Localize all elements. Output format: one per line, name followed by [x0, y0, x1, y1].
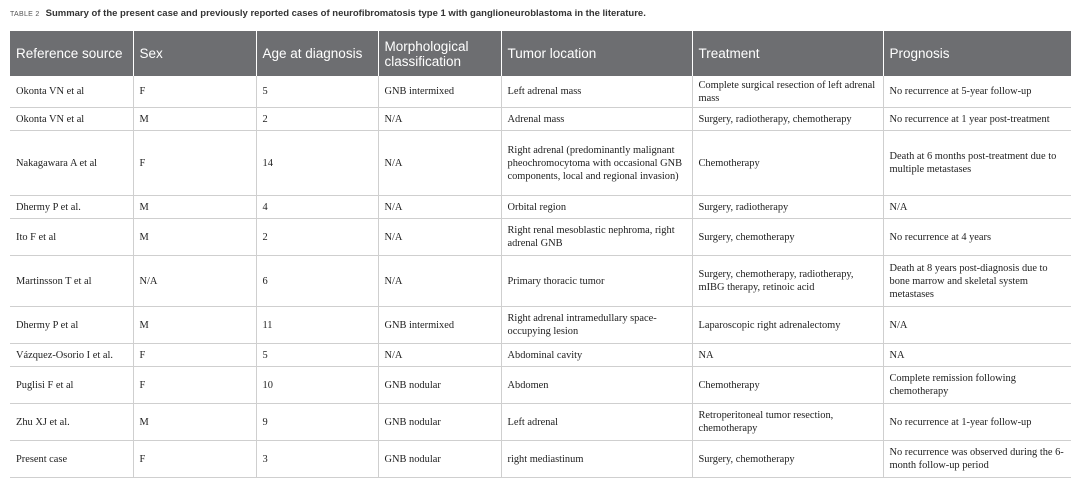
cell-sex: F [133, 131, 256, 196]
cell-sex: M [133, 219, 256, 256]
cell-sex: M [133, 108, 256, 131]
cell-treatment: Surgery, radiotherapy [692, 196, 883, 219]
cell-location: right mediastinum [501, 441, 692, 478]
cell-reference: Vázquez-Osorio I et al. [10, 344, 133, 367]
table-row [10, 108, 1071, 131]
cell-age: 4 [256, 196, 378, 219]
table-row [10, 307, 1071, 344]
column-header-location: Tumor location [501, 31, 692, 76]
cell-age: 6 [256, 256, 378, 307]
cell-treatment: Retroperitoneal tumor resection, chemotherapy [692, 404, 883, 441]
table-row [10, 76, 1071, 108]
cell-morphology: N/A [378, 131, 501, 196]
cell-sex: M [133, 404, 256, 441]
cell-prognosis: N/A [883, 196, 1071, 219]
table-header-row [10, 31, 1071, 76]
cell-age: 11 [256, 307, 378, 344]
cell-morphology: GNB intermixed [378, 307, 501, 344]
cell-location: Adrenal mass [501, 108, 692, 131]
cell-reference: Okonta VN et al [10, 76, 133, 108]
cell-age: 3 [256, 441, 378, 478]
cell-age: 10 [256, 367, 378, 404]
table-number-label: TABLE 2 [10, 11, 40, 18]
cell-age: 2 [256, 108, 378, 131]
cell-reference: Dhermy P et al. [10, 196, 133, 219]
cell-location: Right adrenal intramedullary space-occupying lesion [501, 307, 692, 344]
table-row [10, 441, 1071, 478]
table-caption [10, 8, 1070, 19]
cell-prognosis: N/A [883, 307, 1071, 344]
cell-treatment: Surgery, radiotherapy, chemotherapy [692, 108, 883, 131]
column-header-morphology: Morphological classification [378, 31, 501, 76]
cell-sex: F [133, 76, 256, 108]
table-row [10, 131, 1071, 196]
cell-prognosis: Complete remission following chemotherapy [883, 367, 1071, 404]
cell-morphology: N/A [378, 196, 501, 219]
cell-reference: Puglisi F et al [10, 367, 133, 404]
cell-prognosis: No recurrence was observed during the 6-month follow-up period [883, 441, 1071, 478]
table-row [10, 256, 1071, 307]
table-row [10, 404, 1071, 441]
cell-location: Left adrenal mass [501, 76, 692, 108]
cell-treatment: Complete surgical resection of left adrenal mass [692, 76, 883, 108]
cell-prognosis: No recurrence at 5-year follow-up [883, 76, 1071, 108]
cell-age: 5 [256, 76, 378, 108]
table-title: Summary of the present case and previously reported cases of neurofibromatosis type 1 with ganglioneuroblastoma in the literature. [45, 8, 646, 19]
cell-sex: F [133, 344, 256, 367]
cell-morphology: N/A [378, 219, 501, 256]
cell-prognosis: NA [883, 344, 1071, 367]
cell-location: Left adrenal [501, 404, 692, 441]
cell-treatment: Laparoscopic right adrenalectomy [692, 307, 883, 344]
cell-sex: M [133, 196, 256, 219]
cell-reference: Present case [10, 441, 133, 478]
table-row [10, 367, 1071, 404]
cell-prognosis: No recurrence at 4 years [883, 219, 1071, 256]
cell-prognosis: Death at 6 months post-treatment due to multiple metastases [883, 131, 1071, 196]
cell-sex: F [133, 367, 256, 404]
column-header-age: Age at diagnosis [256, 31, 378, 76]
cell-sex: F [133, 441, 256, 478]
column-header-sex: Sex [133, 31, 256, 76]
cell-prognosis: No recurrence at 1-year follow-up [883, 404, 1071, 441]
column-header-treatment: Treatment [692, 31, 883, 76]
table-row [10, 196, 1071, 219]
cell-reference: Zhu XJ et al. [10, 404, 133, 441]
cell-age: 14 [256, 131, 378, 196]
cell-location: Orbital region [501, 196, 692, 219]
cell-morphology: GNB intermixed [378, 76, 501, 108]
cell-treatment: Surgery, chemotherapy [692, 219, 883, 256]
cell-treatment: NA [692, 344, 883, 367]
cell-location: Right renal mesoblastic nephroma, right adrenal GNB [501, 219, 692, 256]
cell-prognosis: No recurrence at 1 year post-treatment [883, 108, 1071, 131]
column-header-reference: Reference source [10, 31, 133, 76]
table-row [10, 344, 1071, 367]
cell-sex: N/A [133, 256, 256, 307]
cell-reference: Okonta VN et al [10, 108, 133, 131]
cell-location: Abdominal cavity [501, 344, 692, 367]
cell-age: 2 [256, 219, 378, 256]
column-header-prognosis: Prognosis [883, 31, 1071, 76]
cell-morphology: GNB nodular [378, 441, 501, 478]
cell-morphology: GNB nodular [378, 367, 501, 404]
cell-treatment: Chemotherapy [692, 367, 883, 404]
cell-morphology: N/A [378, 256, 501, 307]
cell-morphology: GNB nodular [378, 404, 501, 441]
cell-sex: M [133, 307, 256, 344]
cell-age: 9 [256, 404, 378, 441]
cell-treatment: Surgery, chemotherapy, radiotherapy, mIBG therapy, retinoic acid [692, 256, 883, 307]
cell-treatment: Surgery, chemotherapy [692, 441, 883, 478]
cell-location: Right adrenal (predominantly malignant pheochromocytoma with occasional GNB components, local and regional invasion) [501, 131, 692, 196]
cell-reference: Ito F et al [10, 219, 133, 256]
table-row [10, 219, 1071, 256]
cell-age: 5 [256, 344, 378, 367]
summary-table [10, 31, 1071, 478]
cell-reference: Dhermy P et al [10, 307, 133, 344]
cell-morphology: N/A [378, 108, 501, 131]
cell-location: Abdomen [501, 367, 692, 404]
cell-morphology: N/A [378, 344, 501, 367]
cell-location: Primary thoracic tumor [501, 256, 692, 307]
cell-treatment: Chemotherapy [692, 131, 883, 196]
cell-reference: Nakagawara A et al [10, 131, 133, 196]
cell-prognosis: Death at 8 years post-diagnosis due to bone marrow and skeletal system metastases [883, 256, 1071, 307]
cell-reference: Martinsson T et al [10, 256, 133, 307]
